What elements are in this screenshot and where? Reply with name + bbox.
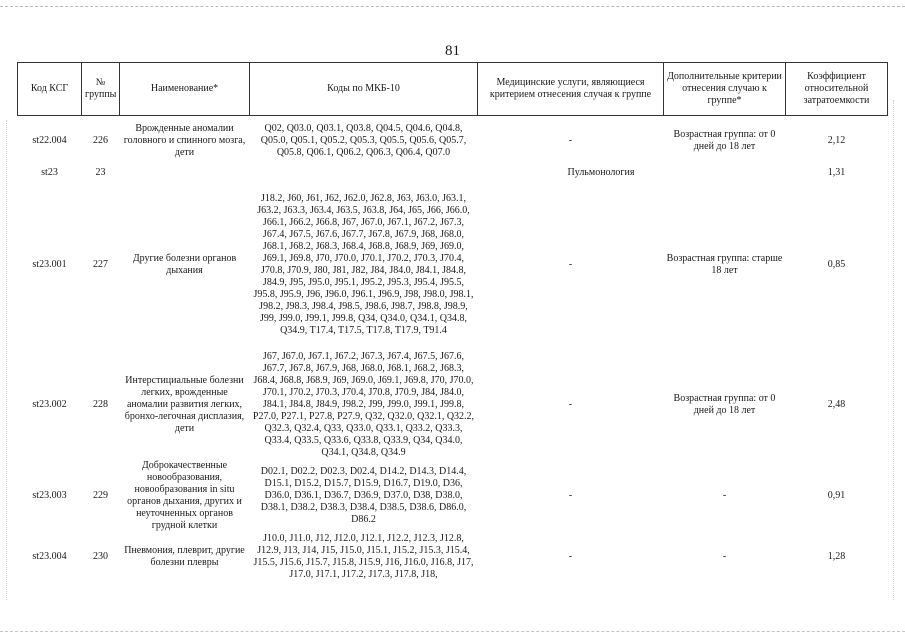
cell-code: st23.001 <box>32 258 67 270</box>
cell-name: Пневмония, плеврит, другие болезни плевры <box>124 544 245 568</box>
cell-group: 227 <box>93 258 108 270</box>
cell-group: 230 <box>93 550 108 562</box>
header-additional-criteria: Дополнительные критерии отнесения случаю к группе* <box>664 63 786 116</box>
cell-services: - <box>568 489 573 501</box>
cell-services: - <box>568 134 573 146</box>
cell-coef: 2,48 <box>827 398 846 410</box>
cell-criteria: - <box>722 489 727 501</box>
cell-name: Интерстициальные болезни легких, врожденные аномалии развития легких, бронхо-легочная дисплазия, дети <box>124 374 245 434</box>
cell-services: - <box>568 550 573 562</box>
cell-code: st23 <box>41 166 58 178</box>
header-name: Наименование* <box>120 63 250 116</box>
cell-services: - <box>568 258 573 270</box>
scan-artifact-right <box>893 100 894 600</box>
cell-coef: 1,28 <box>827 550 846 562</box>
table-row <box>18 116 888 166</box>
cell-group: 226 <box>93 134 108 146</box>
cell-criteria: Возрастная группа: от 0 дней до 18 лет <box>673 128 776 152</box>
cell-criteria: Возрастная группа: старше 18 лет <box>666 252 783 276</box>
page-number: 81 <box>445 43 460 59</box>
cell-criteria: - <box>722 550 727 562</box>
cell-code: st23.004 <box>32 550 67 562</box>
scan-artifact-bottom <box>0 631 905 632</box>
table-row <box>18 180 888 350</box>
header-row <box>18 63 888 116</box>
cell-mkb: J10.0, J11.0, J12, J12.0, J12.1, J12.2, J12.3, J12.8, J12.9, J13, J14, J15, J15.0, J15.1, J15.2, J15.3, J15.4, J15.5, J15.6, J15.7, J15.8, J15.9, J16, J16.0, J16.8, J17, J17.0, J17.1, J17.2, J17.3, J17.8, J18, <box>253 532 474 580</box>
header-medical-services: Медицинские услуги, являющиеся критерием отнесения случая к группе <box>478 63 664 116</box>
cell-profile: Пульмонология <box>567 166 635 178</box>
cell-code: st23.002 <box>32 398 67 410</box>
cell-code: st23.003 <box>32 489 67 501</box>
cell-criteria: Возрастная группа: от 0 дней до 18 лет <box>673 392 776 416</box>
cell-group: 228 <box>93 398 108 410</box>
cell-name: Другие болезни органов дыхания <box>132 252 237 276</box>
cell-coef: 0,91 <box>827 489 846 501</box>
cell-code: st22.004 <box>32 134 67 146</box>
cell-coef: 1,31 <box>827 166 846 178</box>
cell-name: Врожденные аномалии головного и спинного мозга, дети <box>123 122 246 158</box>
cell-mkb: J18.2, J60, J61, J62, J62.0, J62.8, J63, J63.0, J63.1, J63.2, J63.3, J63.4, J63.5, J63.8, J64, J65, J66, J66.0, J66.1, J66.2, J66.8, J67, J67.0, J67.1, J67.2, J67.3, J67.4, J67.5, J67.6, J67.7, J67.8, J67.9, J68, J68.0, J68.1, J68.2, J68.3, J68.4, J68.8, J68.9, J69, J69.0, J69.1, J69.8, J70, J70.0, J70.1, J70.2, J70.3, J70.4, J70.8, J70.9, J80, J81, J82, J84, J84.0, J84.1, J84.8, J84.9, J95, J95.0, J95.1, J95.2, J95.3, J95.4, J95.5, J95.8, J95.9, J96, J96.0, J96.1, J96.9, J98, J98.0, J98.1, J98.2, J98.3, J98.4, J98.5, J98.6, J98.7, J98.8, J98.9, J99, J99.0, J99.1, J99.8, Q34, Q34.0, Q34.1, Q34.8, Q34.9, T17.4, T17.5, T17.8, T17.9, T91.4 <box>253 192 474 336</box>
table-row <box>18 350 888 460</box>
cell-coef: 0,85 <box>827 258 846 270</box>
cell-mkb: Q02, Q03.0, Q03.1, Q03.8, Q04.5, Q04.6, Q04.8, Q05.0, Q05.1, Q05.2, Q05.3, Q05.5, Q05.6, Q05.7, Q05.8, Q06.1, Q06.2, Q06.3, Q06.4, Q07.0 <box>260 122 467 158</box>
cell-mkb: J67, J67.0, J67.1, J67.2, J67.3, J67.4, J67.5, J67.6, J67.7, J67.8, J67.9, J68, J68.0, J68.1, J68.2, J68.3, J68.4, J68.8, J68.9, J69, J69.0, J69.1, J69.8, J70, J70.0, J70.1, J70.2, J70.3, J70.4, J70.8, J70.9, J84, J84.0, J84.1, J84.8, J84.9, J98.2, J99, J99.0, J99.1, J99.8, P27.0, P27.1, P27.8, P27.9, Q32, Q32.0, Q32.1, Q32.2, Q32.3, Q32.4, Q33, Q33.0, Q33.1, Q33.2, Q33.3, Q33.4, Q33.5, Q33.6, Q33.8, Q33.9, Q34, Q34.0, Q34.1, Q34.8, Q34.9 <box>252 350 475 458</box>
header-cost-coefficient: Коэффициент относительной затратоемкости <box>786 63 888 116</box>
header-code: Код КСГ <box>18 63 82 116</box>
table-row-profile <box>18 166 888 180</box>
header-group-number: № группы <box>82 63 120 116</box>
cell-group: 229 <box>93 489 108 501</box>
cell-mkb: D02.1, D02.2, D02.3, D02.4, D14.2, D14.3, D14.4, D15.1, D15.2, D15.7, D15.9, D16.7, D19.0, D36, D36.0, D36.1, D36.7, D36.9, D37.0, D38, D38.0, D38.1, D38.2, D38.3, D38.4, D38.5, D38.6, D86.0, D86.2 <box>260 465 467 525</box>
ksg-table <box>17 62 888 582</box>
table-row <box>18 532 888 582</box>
scan-artifact-top <box>0 6 905 7</box>
scan-artifact-left <box>6 120 7 600</box>
table-row <box>18 460 888 532</box>
cell-name: Доброкачественные новообразования, новообразования in situ органов дыхания, других и неуточненных органов грудной клетки <box>127 459 242 531</box>
cell-group: 23 <box>95 166 106 178</box>
header-mkb-codes: Коды по МКБ-10 <box>250 63 478 116</box>
cell-coef: 2,12 <box>827 134 846 146</box>
cell-services: - <box>568 398 573 410</box>
